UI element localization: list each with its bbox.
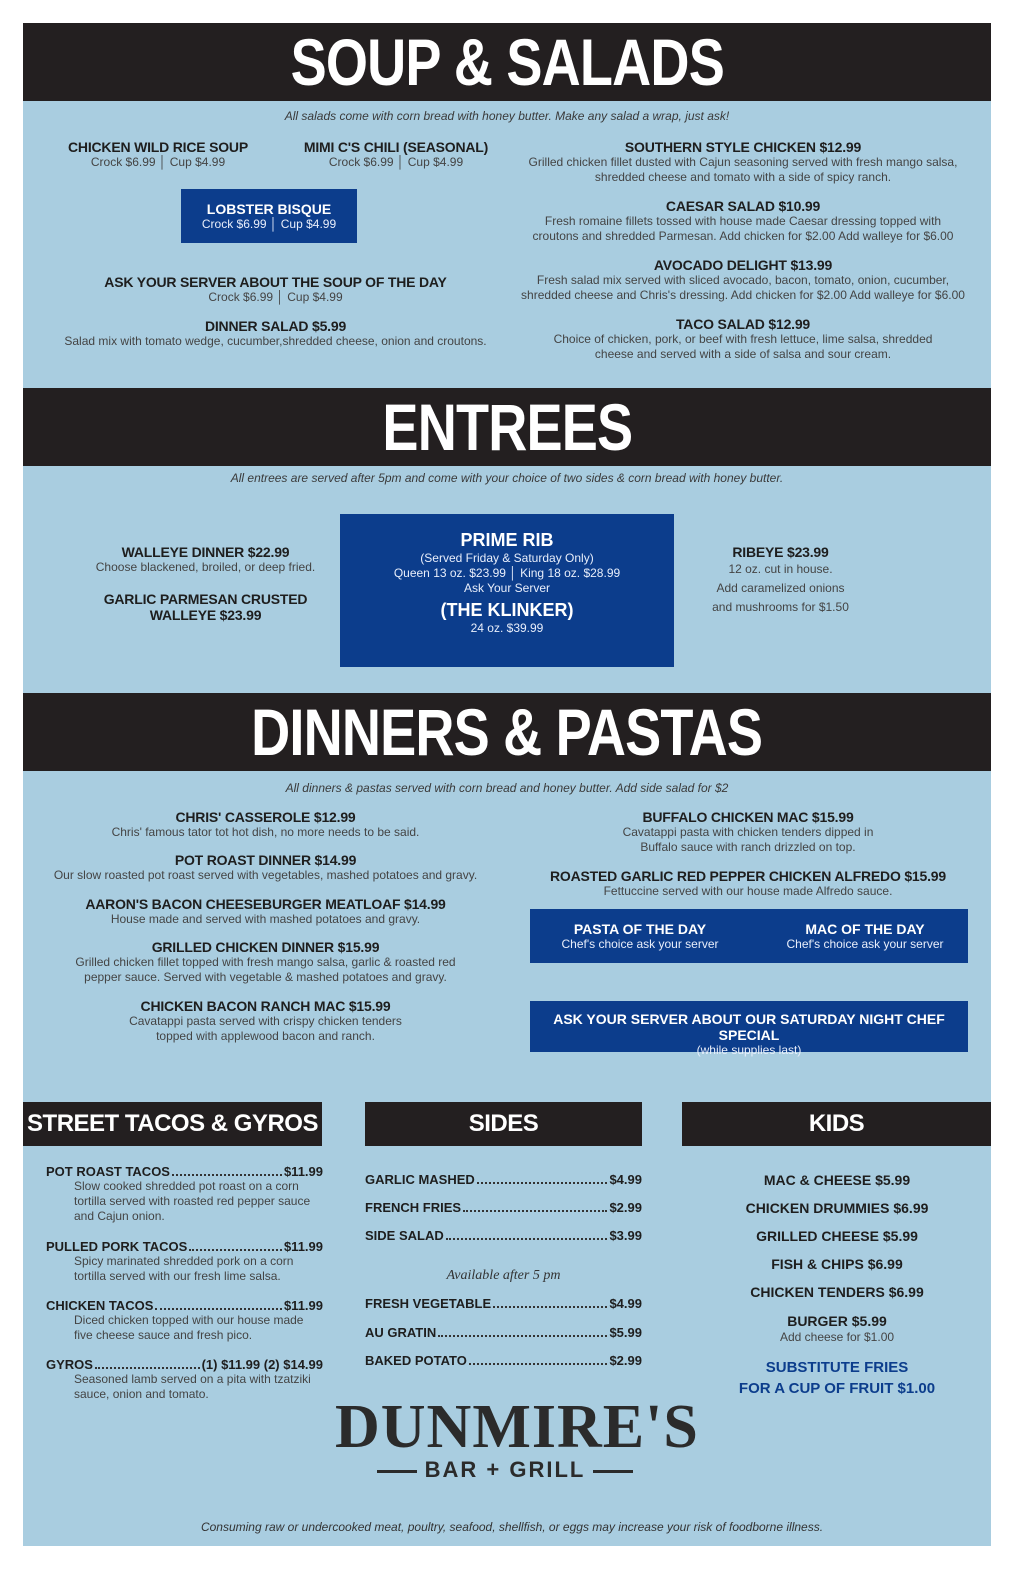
garlic-parmesan-walleye: GARLIC PARMESAN CRUSTED WALLEYE $23.99: [103, 591, 308, 623]
taco-item: POT ROAST TACOS $11.99 Slow cooked shredded pot roast on a corn tortilla served with roasted red pepper sauce and Cajun onion.: [46, 1164, 323, 1223]
chicken-bacon-ranch-mac: CHICKEN BACON RANCH MAC $15.99 Cavatappi pasta served with crispy chicken tenders topped with applewood bacon and ranch.: [129, 998, 402, 1043]
saturday-special-box: ASK YOUR SERVER ABOUT OUR SATURDAY NIGHT CHEF SPECIAL (while supplies last): [530, 1001, 968, 1052]
kids-header: KIDS: [682, 1102, 991, 1146]
side-item: SIDE SALAD $3.99: [365, 1228, 642, 1243]
side-item: FRESH VEGETABLE $4.99: [365, 1296, 642, 1311]
ribeye: RIBEYE $23.99 12 oz. cut in house. Add caramelized onions and mushrooms for $1.50: [712, 544, 849, 614]
bacon-meatloaf: AARON'S BACON CHEESEBURGER MEATLOAF $14.99 House made and served with mashed potatoes and gravy.: [85, 896, 446, 926]
taco-salad: TACO SALAD $12.99 Choice of chicken, pork, or beef with fresh lettuce, lime salsa, shredded cheese and served with a side of salsa and sour cream.: [553, 316, 933, 361]
entrees-note: All entrees are served after 5pm and come with your choice of two sides & corn bread with honey butter.: [230, 471, 784, 485]
walleye-dinner: WALLEYE DINNER $22.99 Choose blackened, broiled, or deep fried.: [95, 544, 316, 574]
taco-item: CHICKEN TACOS $11.99 Diced chicken topped with our house made five cheese sauce and fresh pico.: [46, 1298, 323, 1342]
chicken-alfredo: ROASTED GARLIC RED PEPPER CHICKEN ALFREDO $15.99 Fettuccine served with our house made Alfredo sauce.: [550, 868, 946, 898]
taco-item: PULLED PORK TACOS $11.99 Spicy marinated shredded pork on a corn tortilla served with our fresh lime salsa.: [46, 1239, 323, 1283]
kids-item: MAC & CHEESE $5.99: [763, 1172, 911, 1188]
mac-of-the-day: MAC OF THE DAY Chef's choice ask your server: [786, 921, 944, 951]
kids-item: FISH & CHIPS $6.99: [771, 1256, 903, 1272]
prime-rib-box: PRIME RIB (Served Friday & Saturday Only) Queen 13 oz. $23.99 │ King 18 oz. $28.99 Ask Your Server (THE KLINKER) 24 oz. $39.99: [340, 514, 674, 667]
pasta-mac-of-day-box: [530, 909, 968, 963]
kids-item: BURGER $5.99: [787, 1313, 887, 1329]
caesar-salad: CAESAR SALAD $10.99 Fresh romaine fillets tossed with house made Caesar dressing topped with croutons and shredded Parmesan. Add chicken for $2.00 Add walleye for $6.00: [532, 198, 954, 243]
dinners-note: All dinners & pastas served with corn bread and honey butter. Add side salad for $2: [285, 781, 729, 795]
taco-item: GYROS (1) $11.99 (2) $14.99 Seasoned lamb served on a pita with tzatziki sauce, onion and tomato.: [46, 1357, 323, 1401]
buffalo-chicken-mac: BUFFALO CHICKEN MAC $15.99 Cavatappi pasta with chicken tenders dipped in Buffalo sauce with ranch drizzled on top.: [622, 809, 874, 854]
foodborne-disclaimer: Consuming raw or undercooked meat, poultry, seafood, shellfish, or eggs may increase your risk of foodborne illness.: [200, 1520, 824, 1534]
dunmires-logo: DUNMIRE'S BAR + GRILL: [335, 1393, 699, 1482]
substitute-fries: SUBSTITUTE FRIES: [765, 1359, 909, 1376]
street-tacos-header: STREET TACOS & GYROS: [23, 1102, 322, 1146]
side-item: AU GRATIN $5.99: [365, 1325, 642, 1340]
side-item: BAKED POTATO $2.99: [365, 1353, 642, 1368]
kids-item: CHICKEN TENDERS $6.99: [750, 1284, 924, 1300]
dinner-salad: DINNER SALAD $5.99 Salad mix with tomato wedge, cucumber,shredded cheese, onion and croutons.: [64, 318, 487, 348]
menu-page: [23, 23, 991, 1546]
kids-item: GRILLED CHEESE $5.99: [756, 1228, 918, 1244]
chris-casserole: CHRIS' CASSEROLE $12.99 Chris' famous tator tot hot dish, no more needs to be said.: [111, 809, 420, 839]
mimi-chili: MIMI C'S CHILI (SEASONAL) Crock $6.99 │ Cup $4.99: [303, 139, 489, 169]
entrees-header: ENTREES: [23, 388, 991, 466]
salads-note: All salads come with corn bread with honey butter. Make any salad a wrap, just ask!: [284, 109, 730, 123]
sides-header: SIDES: [365, 1102, 642, 1146]
pot-roast-dinner: POT ROAST DINNER $14.99 Our slow roasted pot roast served with vegetables, mashed potatoes and gravy.: [53, 852, 478, 882]
southern-style-chicken: SOUTHERN STYLE CHICKEN $12.99 Grilled chicken fillet dusted with Cajun seasoning served with fresh mango salsa, shredded cheese and tomato with a side of spicy ranch.: [528, 139, 958, 184]
kids-item: CHICKEN DRUMMIES $6.99: [745, 1200, 929, 1216]
available-after-5: Available after 5 pm: [446, 1268, 561, 1283]
divider-line: [623, 1004, 901, 1006]
dinners-pastas-header: DINNERS & PASTAS: [23, 693, 991, 771]
soup-of-the-day: ASK YOUR SERVER ABOUT THE SOUP OF THE DAY Crock $6.99 │ Cup $4.99: [104, 274, 447, 304]
fruit-cup: FOR A CUP OF FRUIT $1.00: [738, 1380, 936, 1397]
avocado-delight: AVOCADO DELIGHT $13.99 Fresh salad mix served with sliced avocado, bacon, tomato, onion, cucumber, shredded cheese and Chris's dressing. Add chicken for $2.00 Add walleye for $6.00: [521, 257, 965, 302]
lobster-bisque-box: LOBSTER BISQUE Crock $6.99 │ Cup $4.99: [181, 189, 357, 243]
side-item: GARLIC MASHED $4.99: [365, 1172, 642, 1187]
pasta-of-the-day: PASTA OF THE DAY Chef's choice ask your server: [561, 921, 719, 951]
soup-salads-header: SOUP & SALADS: [23, 23, 991, 101]
chicken-wild-rice-soup: CHICKEN WILD RICE SOUP Crock $6.99 │ Cup $4.99: [68, 139, 248, 169]
side-item: FRENCH FRIES $2.99: [365, 1200, 642, 1215]
burger-note: Add cheese for $1.00: [779, 1330, 895, 1344]
grilled-chicken-dinner: GRILLED CHICKEN DINNER $15.99 Grilled chicken fillet topped with fresh mango salsa, garlic & roasted red pepper sauce. Served with vegetable & mashed potatoes and gravy.: [75, 939, 456, 984]
